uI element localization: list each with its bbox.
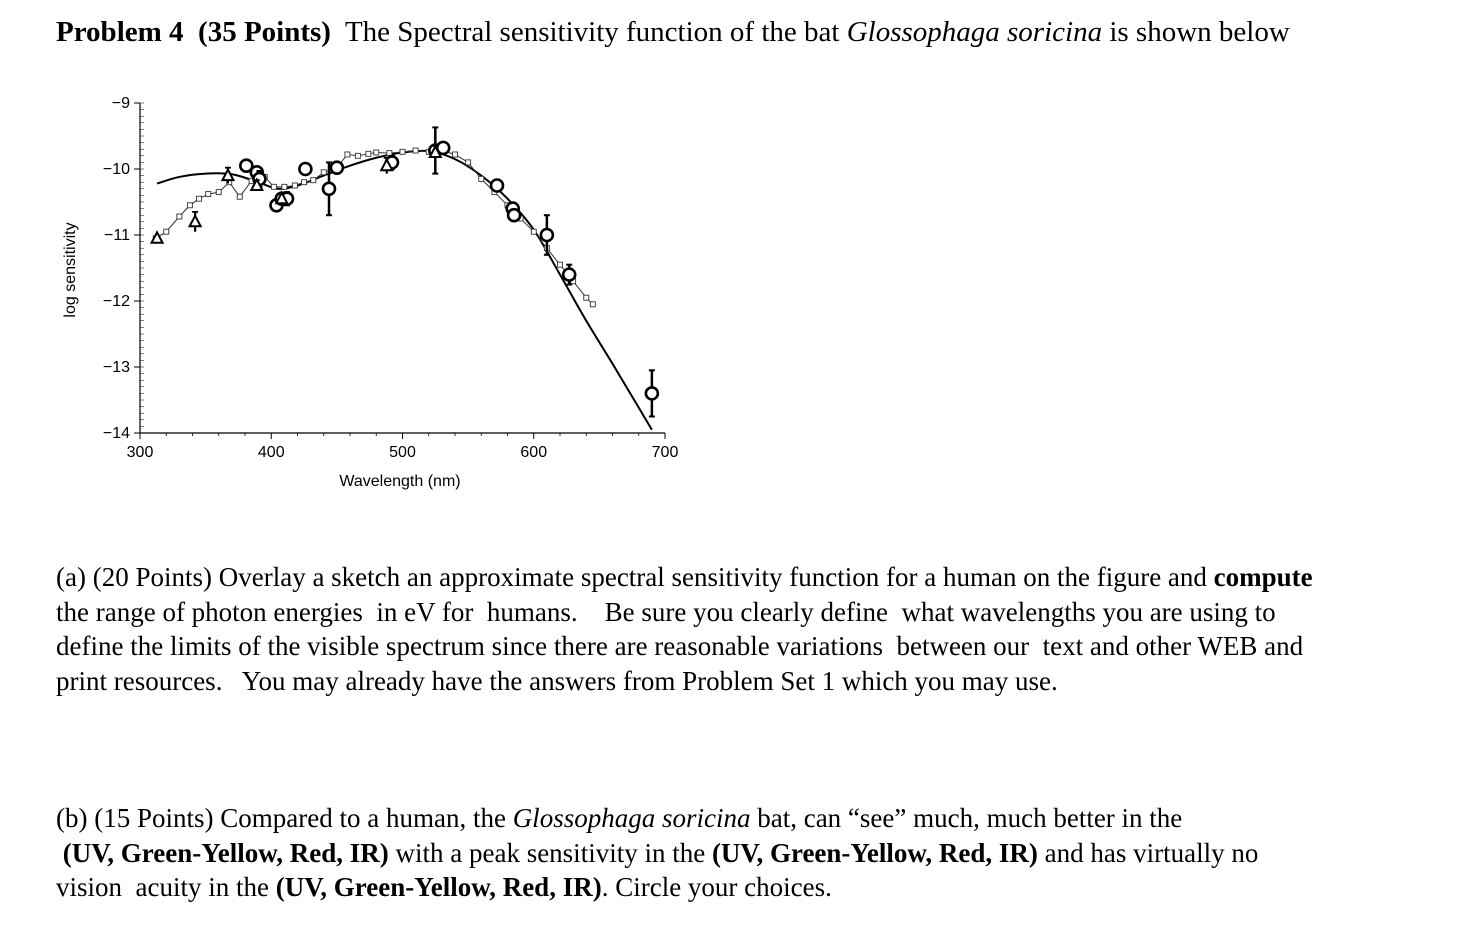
circle-marker [646, 387, 658, 399]
part-a-text-1: Overlay a sketch an approximate spectral sensitivity function for a human on the figure and [218, 562, 1207, 592]
part-a-question [56, 560, 1313, 698]
square-marker [374, 150, 379, 155]
square-marker [400, 149, 405, 154]
triangle-marker [190, 216, 201, 227]
choices-no-acuity[interactable]: (UV, Green-Yellow, Red, IR) [275, 872, 602, 902]
square-marker [590, 302, 595, 307]
circle-marker [331, 162, 343, 174]
square-marker [584, 295, 589, 300]
part-b-line-2 [56, 836, 1258, 871]
fitted-curve-line [157, 151, 652, 430]
square-marker [292, 183, 297, 188]
circle-marker [541, 229, 553, 241]
square-marker [366, 151, 371, 156]
part-b-text-3: with a peak sensitivity in the [395, 837, 706, 868]
problem-statement-end: is shown below [1109, 16, 1290, 48]
x-tick-label: 500 [389, 444, 416, 461]
square-marker [206, 192, 211, 197]
part-b-text-2: bat, can “see” much, much better in the [757, 803, 1183, 833]
square-marker [216, 190, 221, 195]
species-name: Glossophaga soricina [846, 16, 1103, 48]
part-b-text-5: vision acuity in the [56, 872, 269, 902]
square-marker [311, 178, 316, 183]
square-marker [271, 184, 276, 189]
part-a-label: (a) (20 Points) [56, 562, 212, 592]
spectral-sensitivity-chart [40, 70, 700, 500]
square-marker [187, 203, 192, 208]
part-a-line-1 [56, 560, 1313, 595]
choices-better[interactable]: (UV, Green-Yellow, Red, IR) [62, 837, 389, 868]
part-b-species: Glossophaga soricina [512, 803, 751, 833]
part-b-text-1: Compared to a human, the [220, 803, 506, 833]
triangle-marker [152, 232, 163, 243]
y-tick-label: −13 [102, 359, 130, 376]
circle-marker [563, 269, 575, 281]
part-a-line-4: print resources. You may already have the answers from Problem Set 1 which you may use. [56, 665, 1058, 696]
square-marker [321, 170, 326, 175]
problem-statement: The Spectral sensitivity function of the bat [344, 16, 840, 48]
square-marker [345, 152, 350, 157]
y-tick-label: −14 [102, 425, 130, 442]
square-marker [453, 152, 458, 157]
part-a-line-3: define the limits of the visible spectrum since there are reasonable variations between our text and other WEB and [56, 631, 1304, 661]
square-marker [355, 153, 360, 158]
square-marker [302, 180, 307, 185]
square-marker [531, 229, 536, 234]
x-tick-label: 300 [126, 444, 154, 461]
square-marker [558, 262, 563, 267]
problem-heading: Problem 4 [56, 16, 184, 48]
x-tick-label: 700 [651, 444, 679, 461]
problem-points: (35 Points) [198, 16, 331, 48]
part-b-label: (b) (15 Points) [56, 803, 214, 833]
part-b-line-3 [56, 870, 1258, 905]
part-b-text-6: . Circle your choices. [601, 872, 832, 902]
part-b-line-1 [56, 801, 1258, 836]
part-b-text-4: and has virtually no [1044, 837, 1259, 868]
square-marker [479, 176, 484, 181]
problem-title [56, 16, 1290, 49]
square-marker [177, 214, 182, 219]
square-marker [197, 196, 202, 201]
square-marker [413, 148, 418, 153]
square-marker [164, 229, 169, 234]
triangle-marker [222, 170, 233, 181]
y-tick-label: −10 [102, 161, 130, 178]
circle-marker [508, 209, 520, 221]
square-marker [237, 194, 242, 199]
square-marker [466, 160, 471, 165]
x-axis-label: Wavelength (nm) [339, 473, 461, 490]
y-tick-label: −12 [102, 293, 130, 310]
y-tick-label: −9 [111, 95, 130, 112]
circle-marker [491, 180, 503, 192]
x-tick-label: 600 [520, 444, 548, 461]
y-axis-label: log sensitivity [62, 222, 79, 318]
circle-marker [299, 163, 311, 175]
part-a-line-2: the range of photon energies in eV for humans. Be sure you clearly define what wavelengths you are using to [56, 596, 1276, 627]
chart-plot-area [152, 127, 658, 429]
chart-axes [103, 95, 679, 461]
y-tick-label: −11 [104, 227, 130, 244]
choices-peak[interactable]: (UV, Green-Yellow, Red, IR) [711, 837, 1038, 868]
part-b-question [56, 801, 1258, 905]
square-marker [282, 184, 287, 189]
part-a-bold-compute: compute [1213, 562, 1313, 592]
x-tick-label: 400 [257, 444, 285, 461]
circle-marker [323, 183, 335, 195]
